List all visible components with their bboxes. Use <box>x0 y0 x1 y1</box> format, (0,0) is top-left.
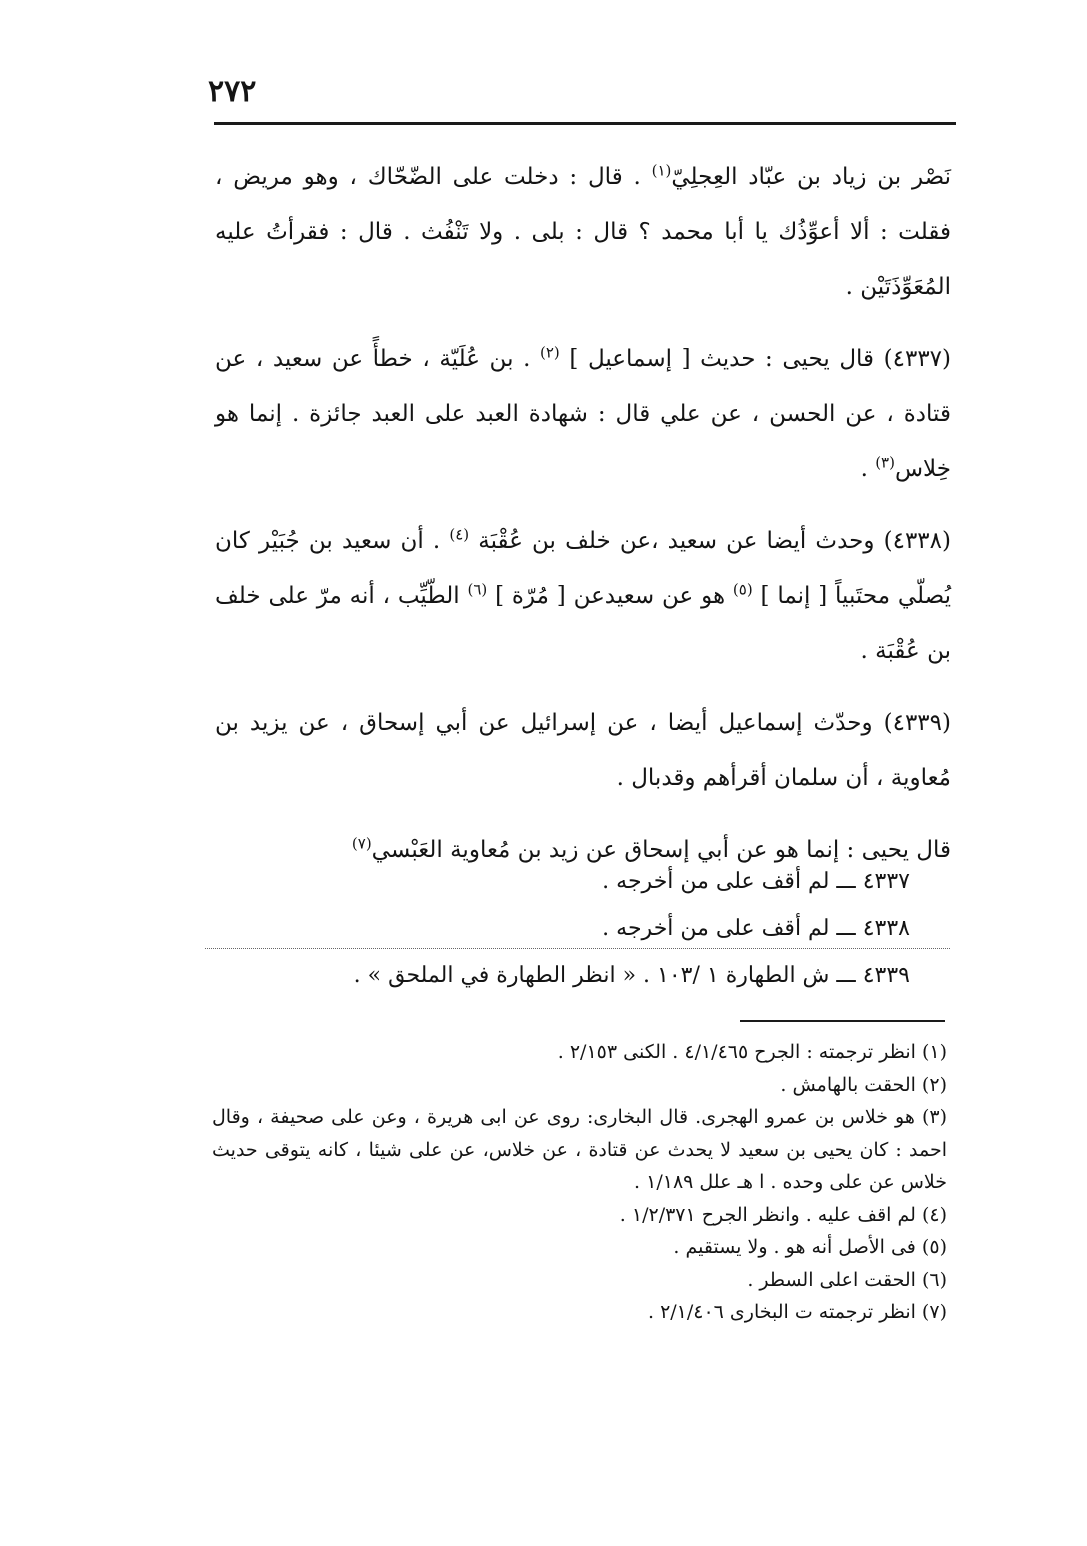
footnote-ref: (١) <box>651 161 672 180</box>
footnote-divider <box>740 1020 945 1022</box>
source-line: ٤٣٣٧ ـــ لم أقف على من أخرجه . <box>602 869 910 894</box>
page-number: ٢٧٢ <box>208 74 257 109</box>
entry-text: . قال : دخلت على الضّحّاك ، وهو مريض ، فقلت : ألا أعوِّذُك يا أبا محمد ؟ قال : بلى . ولا تَنْفُث . قال : فقرأتُ عليه المُعَوِّذَتَيْن . <box>215 164 951 300</box>
header-rule <box>214 122 956 125</box>
footnotes <box>212 1036 947 1329</box>
footnote-ref: (٧) <box>351 834 372 853</box>
footnote-ref: (٣) <box>875 453 895 472</box>
source-references <box>330 858 910 999</box>
footnote-ref: (٦) <box>467 580 488 599</box>
sources-divider <box>205 948 950 949</box>
entry-text: . أن سعيد بن جُبَيْر كان يُصلّي محتَبياً [ إنما ] <box>215 528 951 609</box>
entry-text: قال يحيى : إنما هو عن أبي إسحاق عن زيد بن مُعاوية العَبْسي <box>371 837 951 863</box>
entry-text: هو عن سعيدعن [ مُرّة ] <box>495 583 726 609</box>
entry-4339 <box>215 696 951 806</box>
entry-text: . بن عُلَيّة ، خطأً عن سعيد ، عن قتادة ، عن الحسن ، عن علي قال : شهادة العبد على العبد جائزة . إنما هو خِلاس <box>215 346 951 482</box>
entry-4338 <box>215 514 951 679</box>
main-text <box>215 150 951 895</box>
entry-text: (٤٣٣٩) وحدّث إسماعيل أيضا ، عن إسرائيل عن أبي إسحاق ، عن يزيد بن مُعاوية ، أن سلمان أقرأهم وقدبال . <box>215 710 951 791</box>
entry-4337 <box>215 332 951 497</box>
footnote: (٦) الحقت اعلى السطر . <box>747 1268 947 1291</box>
entry-text: . <box>860 456 868 482</box>
footnote: (١) انظر ترجمته : الجرح ٤/١/٤٦٥ . الكنى ٢/١٥٣ . <box>557 1041 947 1063</box>
entry-text: الطّيِّب ، أنه مرّ على خلف بن عُقْبَة . <box>215 583 951 664</box>
entry-nasr <box>215 150 951 315</box>
entry-text: (٤٣٣٧) قال يحيى : حديث [ إسماعيل ] <box>569 346 952 372</box>
footnote-ref: (٥) <box>732 580 753 599</box>
footnote: (٧) انظر ترجمته ت البخارى ٢/١/٤٠٦ . <box>647 1301 947 1323</box>
source-line: ٤٣٣٩ ـــ ش الطهارة ١ /١٠٣ . « انظر الطهارة في الملحق » . <box>353 963 910 988</box>
source-line: ٤٣٣٨ ـــ لم أقف على من أخرجه . <box>602 916 910 941</box>
footnote: (٢) الحقت بالهامش . <box>780 1073 947 1096</box>
entry-text: نَصْر بن زياد بن عبّاد العِجلِيّ <box>671 164 951 190</box>
footnote-ref: (٤) <box>449 525 470 544</box>
footnote-ref: (٢) <box>539 343 560 362</box>
entry-text: (٤٣٣٨) وحدث أيضا عن سعيد ،عن خلف بن عُقْبَة <box>478 528 951 554</box>
footnote: (٤) لم اقف عليه . وانظر الجرح ١/٢/٣٧١ . <box>619 1203 947 1226</box>
footnote: (٣) هو خلاس بن عمرو الهجرى. قال البخارى: روى عن ابى هريرة ، وعن على صحيفة ، وقال احمد : كان يحيى بن سعيد لا يحدث عن قتادة ، عن خلاس، عن على شيئا ، كانه يتوقى حديث خلاس عن على وحده . ا هـ علل ١/١٨٩ . <box>212 1106 947 1193</box>
footnote: (٥) فى الأصل أنه هو . ولا يستقيم . <box>673 1236 947 1258</box>
